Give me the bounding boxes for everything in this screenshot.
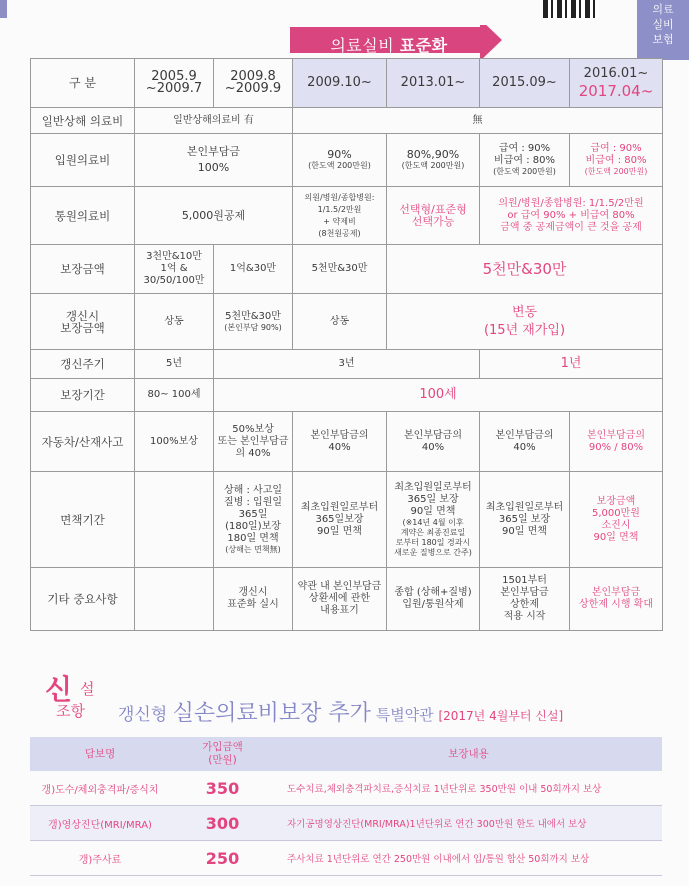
header-period-3: 2009.10~ — [293, 59, 387, 108]
coverage-amount: 250 — [170, 841, 275, 876]
corner-marker — [0, 0, 7, 18]
row-label: 입원의료비 — [31, 134, 135, 187]
table-cell: 변동 (15년 재가입) — [387, 294, 663, 350]
table-row — [31, 134, 663, 187]
table-cell: 종합 (상해+질병) 입원/통원삭제 — [387, 568, 480, 631]
table-cell: 의원/병원/종합병원: 1/1.5/2만원 + 약제비 (8천원공제) — [293, 187, 387, 245]
table-cell: 급여 : 90% 비급여 : 80% (한도액 200만원) — [480, 134, 570, 187]
bottom-title-sub: 특별약관 — [370, 706, 439, 724]
table-header-row — [31, 59, 663, 108]
row-label: 통원의료비 — [31, 187, 135, 245]
banner-text-bold: 표준화 — [399, 36, 448, 55]
row-label: 갱신주기 — [31, 350, 135, 379]
row-label: 갱신시 보장금액 — [31, 294, 135, 350]
table-cell: 본인부담금의 40% — [480, 412, 570, 472]
coverage-desc: 자기공명영상진단(MRI/MRA)1년단위로 연간 300만원 한도 내에서 보상 — [275, 806, 662, 841]
table-row — [31, 245, 663, 294]
coverage-row — [30, 771, 662, 806]
header-label: 구 분 — [31, 59, 135, 108]
table-cell: 90% (한도액 200만원) — [293, 134, 387, 187]
banner-text-normal: 의료실비 — [330, 36, 395, 55]
table-cell: 최초입원일로부터 365일 보장 90일 면책 — [480, 472, 570, 568]
coverage-row — [30, 806, 662, 841]
bottom-title-main: 실손의료비보장 추가 — [172, 701, 371, 726]
coverage-name: 갱)주사료 — [30, 841, 170, 876]
section-tab-line-3: 보험 — [652, 33, 674, 46]
table-cell: 보장금액 5,000만원 소진시 90일 면책 — [570, 472, 663, 568]
header-period-1: 2005.9 ~2009.7 — [135, 59, 214, 108]
table-row — [31, 350, 663, 379]
section-tab-line-1: 의료 — [652, 3, 674, 16]
coverage-row — [30, 841, 662, 876]
table-cell: 80%,90% (한도액 200만원) — [387, 134, 480, 187]
table-cell: 상해 : 사고일 질병 : 입원일 365일 (180일)보장 180일 면책 (상해는 면책無) — [214, 472, 293, 568]
table-cell: 1년 — [480, 350, 663, 379]
table-cell: 갱신시 표준화 실시 — [214, 568, 293, 631]
row-label: 보장기간 — [31, 379, 135, 412]
table-cell: 3년 — [214, 350, 480, 379]
table-cell: 100%보상 — [135, 412, 214, 472]
table-cell: 5년 — [135, 350, 214, 379]
table-cell: 5천만&30만 (본인부담 90%) — [214, 294, 293, 350]
coverage-desc: 도수치료,체외충격파치료,증식치료 1년단위로 350만원 이내 50회까지 보상 — [275, 771, 662, 806]
table-row — [31, 412, 663, 472]
table-cell: 1501부터 본인부담금 상한제 적용 시작 — [480, 568, 570, 631]
table-cell: 일반상해의료비 有 — [135, 108, 293, 134]
header-period-2: 2009.8 ~2009.9 — [214, 59, 293, 108]
bottom-section-title — [118, 696, 563, 727]
new-coverage-table — [30, 737, 662, 876]
header-period-5: 2015.09~ — [480, 59, 570, 108]
coverage-header-name: 담보명 — [30, 737, 170, 771]
new-clause-char-2: 설 — [80, 680, 95, 698]
table-cell: 본인부담금 100% — [135, 134, 293, 187]
coverage-amount: 350 — [170, 771, 275, 806]
table-row — [31, 568, 663, 631]
table-row — [31, 472, 663, 568]
table-cell: 1억&30만 — [214, 245, 293, 294]
table-cell: 본인부담금 상한제 시행 확대 — [570, 568, 663, 631]
comparison-table — [30, 58, 663, 631]
header-period-6: 2016.01~ 2017.04~ — [570, 59, 663, 108]
bottom-title-note: [2017년 4월부터 신설] — [438, 709, 564, 723]
coverage-name: 갱)영상진단(MRI/MRA) — [30, 806, 170, 841]
table-cell: 5천만&30만 — [387, 245, 663, 294]
table-cell: 80~ 100세 — [135, 379, 214, 412]
table-cell: 상동 — [135, 294, 214, 350]
table-cell: 본인부담금의 40% — [293, 412, 387, 472]
row-label: 자동차/산재사고 — [31, 412, 135, 472]
table-row — [31, 187, 663, 245]
row-label: 기타 중요사항 — [31, 568, 135, 631]
coverage-header-row — [30, 737, 662, 771]
banner-text — [290, 33, 488, 56]
table-cell: 약관 내 본인부담금 상환세에 관한 내용표기 — [293, 568, 387, 631]
coverage-name: 갱)도수/체외충격파/증식치 — [30, 771, 170, 806]
section-tab-line-2: 실비 — [652, 18, 674, 31]
coverage-amount: 300 — [170, 806, 275, 841]
table-cell: 본인부담금의 40% — [387, 412, 480, 472]
table-cell — [135, 472, 214, 568]
header-period-4: 2013.01~ — [387, 59, 480, 108]
table-cell: 3천만&10만 1억 & 30/50/100만 — [135, 245, 214, 294]
table-cell: 100세 — [214, 379, 663, 412]
table-cell: 최초입원일로부터 365일보장 90일 면책 — [293, 472, 387, 568]
table-row — [31, 108, 663, 134]
row-label: 보장금액 — [31, 245, 135, 294]
qr-code — [543, 0, 599, 18]
table-cell: 5,000원공제 — [135, 187, 293, 245]
table-row — [31, 294, 663, 350]
table-cell: 최초입원일로부터 365일 보장 90일 면책 (※14년 4월 이후 계약은 최종진료일 로부터 180일 경과시 새로운 질병으로 간주) — [387, 472, 480, 568]
coverage-desc: 주사치료 1년단위로 연간 250만원 이내에서 입/통원 합산 50회까지 보상 — [275, 841, 662, 876]
new-clause-char-3: 조항 — [56, 702, 85, 720]
table-cell: 5천만&30만 — [293, 245, 387, 294]
table-cell: 급여 : 90% 비급여 : 80% (한도액 200만원) — [570, 134, 663, 187]
table-cell: 無 — [293, 108, 663, 134]
table-cell: 상동 — [293, 294, 387, 350]
table-cell: 50%보상 또는 본인부담금 의 40% — [214, 412, 293, 472]
table-cell: 본인부담금의 90% / 80% — [570, 412, 663, 472]
bottom-title-pre: 갱신형 — [118, 705, 173, 725]
row-label: 일반상해 의료비 — [31, 108, 135, 134]
coverage-header-amount: 가입금액 (만원) — [170, 737, 275, 771]
row-label: 면책기간 — [31, 472, 135, 568]
table-cell: 의원/병원/종합병원: 1/1.5/2만원 or 급여 90% + 비급여 80% 금액 중 공제금액이 큰 것을 공제 — [480, 187, 663, 245]
new-clause-big-char: 신 — [45, 673, 73, 706]
section-tab — [637, 0, 689, 60]
coverage-header-desc: 보장내용 — [275, 737, 662, 771]
table-row — [31, 379, 663, 412]
table-cell — [135, 568, 214, 631]
table-cell: 선택형/표준형 선택가능 — [387, 187, 480, 245]
